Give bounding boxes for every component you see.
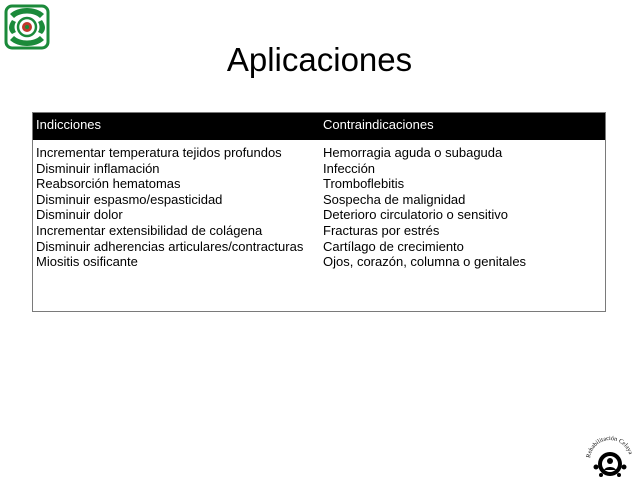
column-header-indications: Indicciones bbox=[36, 117, 102, 132]
list-item: Fracturas por estrés bbox=[323, 222, 440, 238]
contraindications-list bbox=[323, 145, 526, 270]
list-item: Reabsorción hematomas bbox=[36, 176, 181, 192]
list-item: Tromboflebitis bbox=[323, 176, 405, 192]
table-header-row bbox=[33, 113, 605, 140]
list-item: Miositis osificante bbox=[36, 254, 138, 270]
applications-table bbox=[32, 112, 606, 312]
list-item: Disminuir inflamación bbox=[36, 160, 160, 176]
list-item: Ojos, corazón, columna o genitales bbox=[323, 254, 527, 270]
list-item: Incrementar temperatura tejidos profundos bbox=[36, 145, 282, 160]
column-header-contraindications: Contraindicaciones bbox=[323, 117, 434, 132]
list-item: Cartílago de crecimiento bbox=[323, 238, 464, 254]
list-item: Deterioro circulatorio o sensitivo bbox=[323, 207, 508, 223]
indications-list bbox=[36, 145, 303, 270]
svg-text:Rehabilitación Celaya: Rehabilitación Celaya bbox=[585, 434, 635, 459]
list-item: Hemorragia aguda o subaguda bbox=[323, 145, 503, 160]
rehabilitacion-logo-icon bbox=[584, 430, 636, 478]
page-title: Aplicaciones bbox=[226, 41, 413, 78]
list-item: Disminuir dolor bbox=[36, 207, 123, 223]
list-item: Disminuir espasmo/espasticidad bbox=[36, 191, 223, 207]
list-item: Infección bbox=[323, 160, 376, 176]
list-item: Sospecha de malignidad bbox=[323, 191, 466, 207]
list-item: Disminuir adherencias articulares/contracturas bbox=[36, 238, 304, 254]
list-item: Incrementar extensibilidad de colágena bbox=[36, 222, 263, 238]
